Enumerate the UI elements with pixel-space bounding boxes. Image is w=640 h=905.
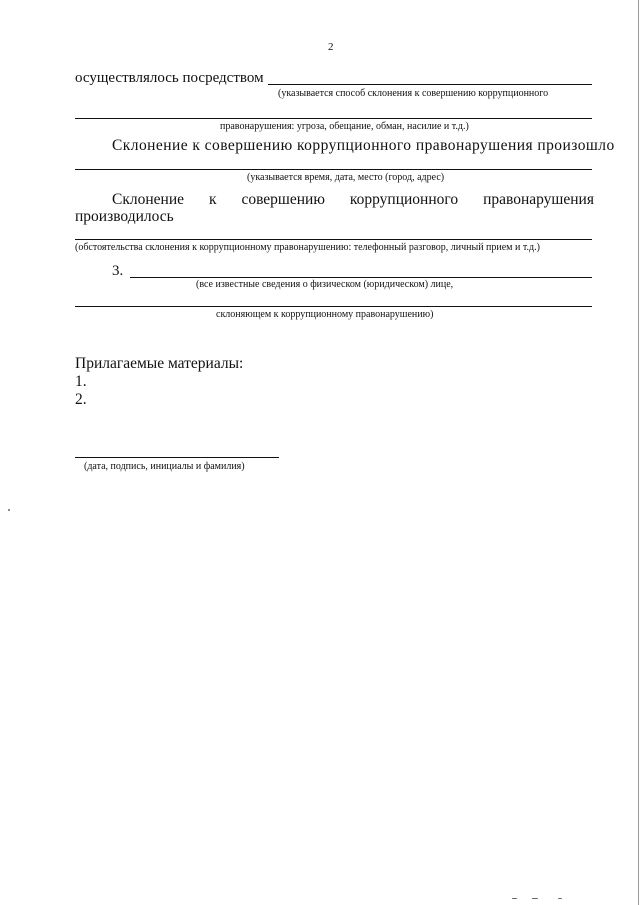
word-2: к — [208, 191, 217, 208]
method-label: осуществлялось посредством — [75, 70, 264, 86]
attachment-item-2: 2. — [75, 391, 87, 408]
time-place-caption: (указывается время, дата, место (город, адрес) — [247, 172, 445, 183]
word-3: совершению — [241, 191, 325, 208]
word-5: правонарушения — [483, 191, 594, 208]
signature-fill-line — [75, 457, 279, 458]
word-1: Склонение — [112, 191, 184, 208]
attachments-title: Прилагаемые материалы: — [75, 355, 244, 372]
scan-speck — [532, 898, 538, 899]
scan-speck — [8, 509, 10, 511]
person-info-fill-line-2 — [75, 306, 592, 307]
circumstances-continuation: производилось — [75, 208, 174, 225]
method-caption-a: (указывается способ склонения к совершению коррупционного — [278, 88, 549, 99]
inducement-occurred-text: Склонение к совершению коррупционного правонарушения произошло — [112, 137, 615, 154]
item-3-number: 3. — [112, 263, 124, 279]
circumstances-line — [112, 191, 594, 209]
page-edge — [638, 0, 639, 905]
signature-caption: (дата, подпись, инициалы и фамилия) — [84, 461, 245, 472]
circumstances-caption: (обстоятельства склонения к коррупционному правонарушению: телефонный разговор, личный прием и т.д.) — [75, 242, 540, 253]
page-number: 2 — [328, 41, 334, 53]
time-place-fill-line — [75, 169, 592, 170]
scan-speck — [558, 898, 562, 899]
method-fill-line-2 — [75, 118, 592, 119]
method-fill-line — [268, 84, 592, 85]
person-info-fill-line — [130, 277, 592, 278]
method-caption-b: правонарушения: угроза, обещание, обман, насилие и т.д.) — [220, 121, 469, 132]
attachment-item-1: 1. — [75, 373, 87, 390]
scan-speck — [512, 898, 517, 899]
circumstances-fill-line — [75, 239, 592, 240]
person-info-caption-a: (все известные сведения о физическом (юридическом) лице, — [196, 279, 454, 290]
word-4: коррупционного — [349, 191, 459, 208]
person-info-caption-b: склоняющем к коррупционному правонарушению) — [216, 309, 434, 320]
